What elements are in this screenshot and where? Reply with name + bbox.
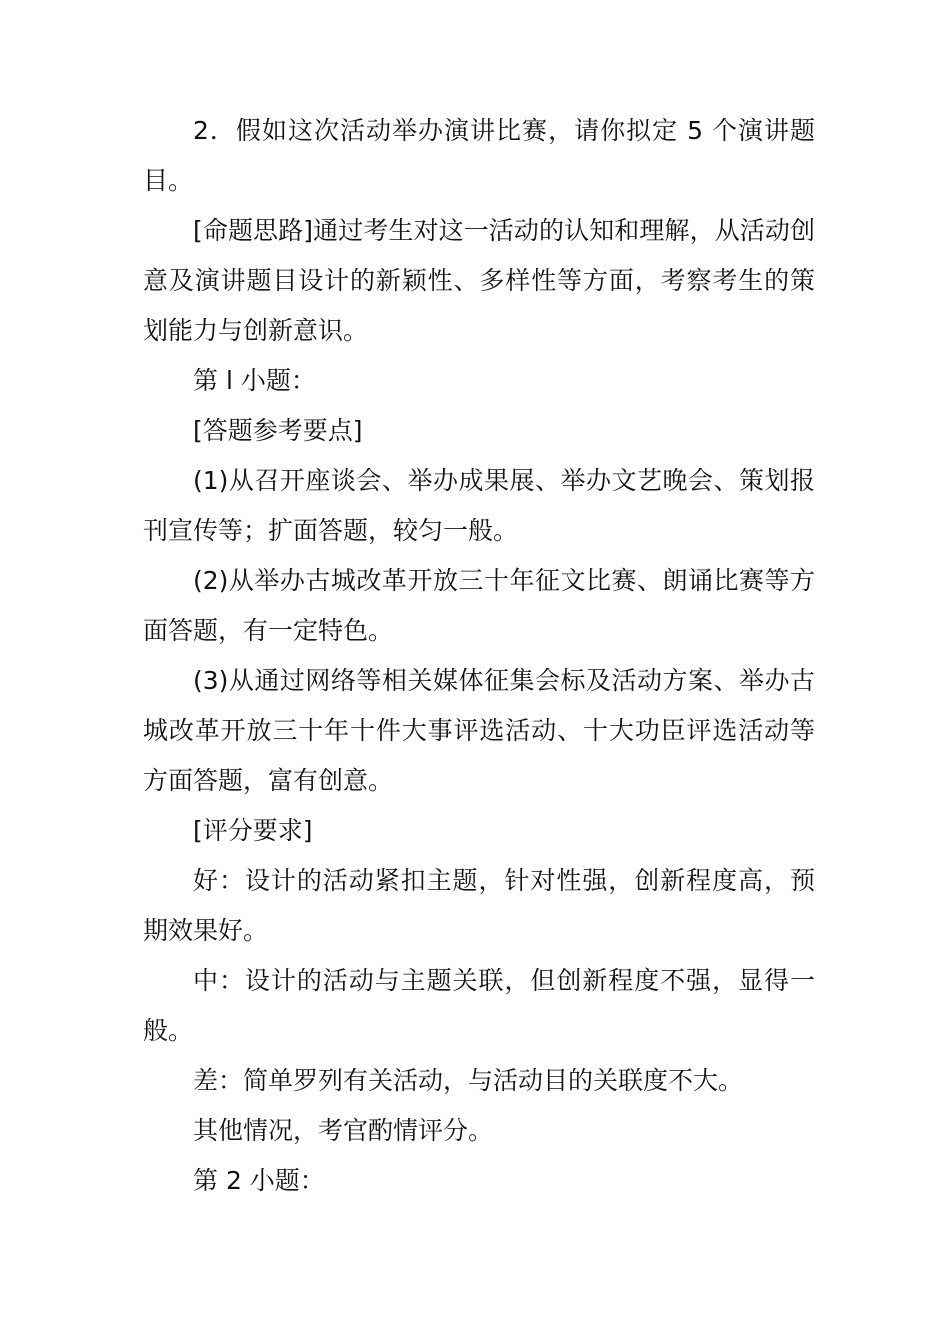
scoring-other: 其他情况，考官酌情评分。	[193, 1116, 494, 1145]
answer-point-1: (1)从召开座谈会、举办成果展、举办文艺晚会、策划报刊宣传等；扩面答题，较匀一般。	[143, 466, 815, 545]
scoring-poor: 差：简单罗列有关活动，与活动目的关联度不大。	[193, 1066, 744, 1095]
question-2-prompt: 2．假如这次活动举办演讲比赛，请你拟定 5 个演讲题目。	[143, 116, 815, 195]
design-rationale: [命题思路]通过考生对这一活动的认知和理解，从活动创意及演讲题目设计的新颖性、多样性等方面，考察考生的策划能力与创新意识。	[143, 216, 815, 345]
answer-points-heading: [答题参考要点]	[193, 416, 363, 445]
answer-point-3: (3)从通过网络等相关媒体征集会标及活动方案、举办古城改革开放三十年十件大事评选活动、十大功臣评选活动等方面答题，富有创意。	[143, 666, 815, 795]
answer-point-2: (2)从举办古城改革开放三十年征文比赛、朗诵比赛等方面答题，有一定特色。	[143, 566, 815, 645]
document-body	[143, 106, 815, 1206]
scoring-heading: [评分要求]	[193, 816, 313, 845]
scoring-good: 好：设计的活动紧扣主题，针对性强，创新程度高，预期效果好。	[143, 866, 815, 945]
subquestion-2-heading: 第 2 小题：	[193, 1166, 325, 1195]
scoring-medium: 中：设计的活动与主题关联，但创新程度不强，显得一般。	[143, 966, 815, 1045]
subquestion-1-heading: 第 l 小题：	[193, 366, 316, 395]
